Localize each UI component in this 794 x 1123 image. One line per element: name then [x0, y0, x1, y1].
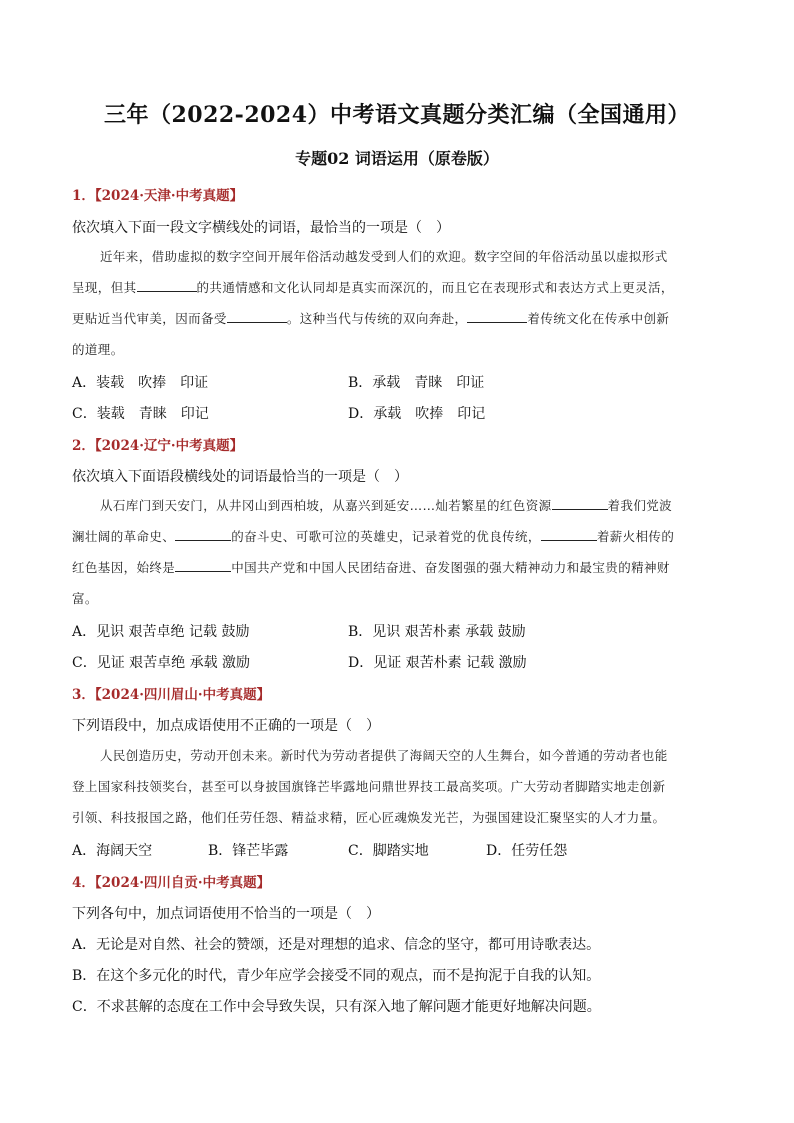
option-c: C．装载 青睐 印记	[72, 406, 209, 422]
question-1-header	[72, 184, 243, 204]
option-a: A．装载 吹捧 印证	[72, 375, 209, 391]
question-number: 3．	[72, 687, 95, 703]
option-d: D．承载 吹捧 印记	[348, 406, 486, 422]
passage-line: 红色基因，始终是 中国共产党和中国人民团结奋进、奋发图强的强大精神动力和最宝贵的精神财	[72, 552, 724, 583]
fill-blank	[552, 495, 608, 510]
option-b: B．锋芒毕露	[208, 843, 289, 859]
passage-line: 更贴近当代审美，因而备受 。这种当代与传统的双向奔赴， 着传统文化在传承中创新	[72, 303, 724, 334]
fill-blank	[175, 526, 231, 541]
option-c: C．脚踏实地	[348, 843, 429, 859]
option-a: A．海阔天空	[72, 843, 153, 859]
passage-line: 澜壮阔的革命史、 的奋斗史、可歌可泣的英雄史，记录着党的优良传统， 着薪火相传的	[72, 521, 724, 552]
passage-line: 的道理。	[72, 342, 124, 357]
document-subtitle: 专题02 词语运用（原卷版）	[295, 149, 499, 168]
question-3-stem: 下列语段中，加点成语使用不正确的一项是（ ）	[72, 718, 380, 734]
fill-blank	[137, 277, 197, 292]
fill-blank	[175, 557, 231, 572]
option-c: C．不求甚解的态度在工作中会导致失误，只有深入地了解问题才能更好地解决问题。	[72, 999, 601, 1015]
passage-line: 呈现，但其 的共通情感和文化认同却是真实而深沉的，而且它在表现形式和表达方式上更灵活，	[72, 272, 724, 303]
question-2-passage	[72, 490, 724, 614]
question-3-passage	[72, 740, 724, 833]
passage-line: 富。	[72, 591, 98, 606]
question-1-passage	[72, 241, 724, 365]
option-b: B．见识 艰苦朴素 承载 鼓励	[348, 624, 526, 640]
option-b: B．在这个多元化的时代，青少年应学会接受不同的观点，而不是拘泥于自我的认知。	[72, 968, 601, 984]
question-4-header	[72, 871, 270, 891]
passage-line: 从石库门到天安门，从井冈山到西柏坡，从嘉兴到延安……灿若繁星的红色资源 着我们党波	[72, 490, 724, 521]
question-source-tag: 【2024·辽宁·中考真题】	[94, 438, 244, 454]
document-title: 三年（2022-2024）中考语文真题分类汇编（全国通用）	[103, 102, 691, 128]
question-source-tag: 【2024·天津·中考真题】	[94, 188, 244, 204]
question-4-stem: 下列各句中，加点词语使用不恰当的一项是（ ）	[72, 906, 380, 922]
fill-blank	[227, 308, 287, 323]
question-number: 2．	[72, 438, 95, 454]
option-c: C．见证 艰苦卓绝 承载 激励	[72, 655, 251, 671]
fill-blank	[467, 308, 527, 323]
option-a: A．见识 艰苦卓绝 记载 鼓励	[72, 624, 250, 640]
option-d: D．任劳任怨	[486, 843, 568, 859]
question-2-header	[72, 434, 243, 454]
option-a: A．无论是对自然、社会的赞颂，还是对理想的追求、信念的坚守，都可用诗歌表达。	[72, 937, 601, 953]
question-3-header	[72, 683, 270, 703]
question-1-stem: 依次填入下面一段文字横线处的词语，最恰当的一项是（ ）	[72, 220, 450, 236]
fill-blank	[541, 526, 597, 541]
passage-line: 近年来，借助虚拟的数字空间开展年俗活动越发受到人们的欢迎。数字空间的年俗活动虽以虚拟形式	[100, 249, 668, 264]
question-number: 1．	[72, 188, 95, 204]
question-number: 4．	[72, 875, 95, 891]
passage-line: 引领、科技报国之路，他们任劳任怨、精益求精，匠心匠魂焕发光芒，为强国建设汇聚坚实的人才力量。	[72, 810, 666, 825]
question-2-stem: 依次填入下面语段横线处的词语最恰当的一项是（ ）	[72, 469, 408, 485]
option-d: D．见证 艰苦朴素 记载 激励	[348, 655, 527, 671]
question-source-tag: 【2024·四川自贡·中考真题】	[94, 875, 271, 891]
question-source-tag: 【2024·四川眉山·中考真题】	[94, 687, 271, 703]
passage-line: 人民创造历史，劳动开创未来。新时代为劳动者提供了海阔天空的人生舞台，如今普通的劳动者也能	[100, 748, 668, 763]
passage-line: 登上国家科技领奖台，甚至可以身披国旗锋芒毕露地问鼎世界技工最高奖项。广大劳动者脚踏实地走创新	[72, 779, 666, 794]
option-b: B．承载 青睐 印证	[348, 375, 485, 391]
